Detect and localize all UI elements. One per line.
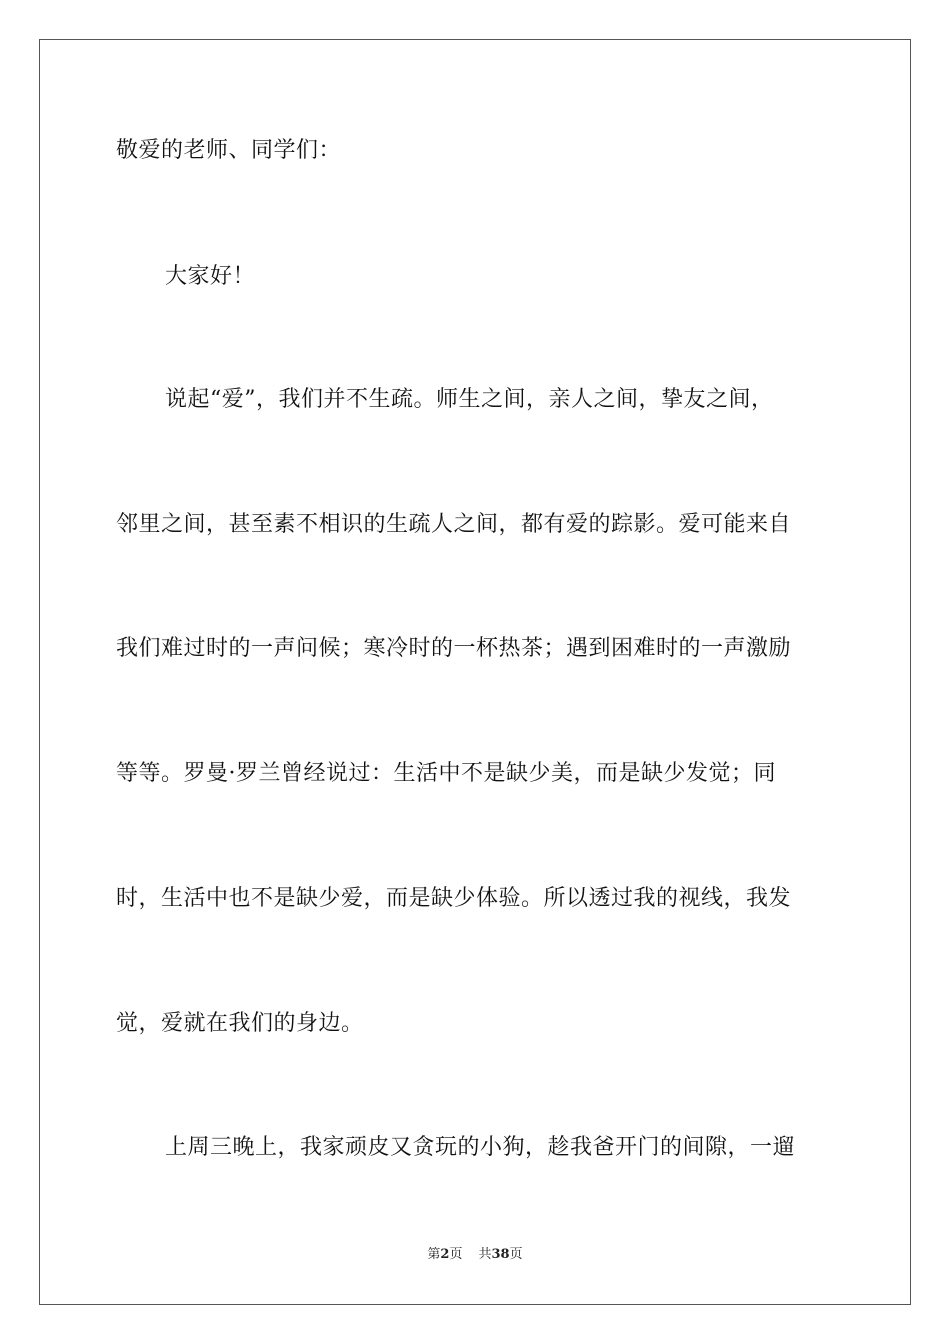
paragraph-1-line-5: 时，生活中也不是缺少爱，而是缺少体验。所以透过我的视线，我发 [116, 886, 792, 911]
total-prefix: 共 [478, 1247, 492, 1262]
paragraph-1-line-2: 邻里之间，甚至素不相识的生疏人之间，都有爱的踪影。爱可能来自 [116, 512, 792, 537]
paragraph-1-line-6: 觉，爱就在我们的身边。 [116, 1011, 364, 1036]
page-suffix: 页 [449, 1247, 463, 1262]
paragraph-1-line-1: 说起“爱”，我们并不生疏。师生之间，亲人之间，挚友之间， [165, 387, 774, 412]
page-frame [39, 39, 911, 1305]
total-pages: 38 [491, 1247, 510, 1262]
page-number: 2 [440, 1247, 450, 1262]
page-footer [0, 1246, 950, 1264]
paragraph-1-line-4: 等等。罗曼·罗兰曾经说过：生活中不是缺少美，而是缺少发觉；同 [116, 761, 776, 786]
greeting-line: 敬爱的老师、同学们： [116, 138, 342, 163]
page-prefix: 第 [427, 1247, 441, 1262]
total-suffix: 页 [509, 1247, 523, 1262]
paragraph-2-line-1: 上周三晚上，我家顽皮又贪玩的小狗，趁我爸开门的间隙，一遛 [165, 1135, 796, 1160]
hello-line: 大家好！ [165, 264, 256, 289]
paragraph-1-line-3: 我们难过时的一声问候；寒冷时的一杯热茶；遇到困难时的一声激励 [116, 636, 792, 661]
